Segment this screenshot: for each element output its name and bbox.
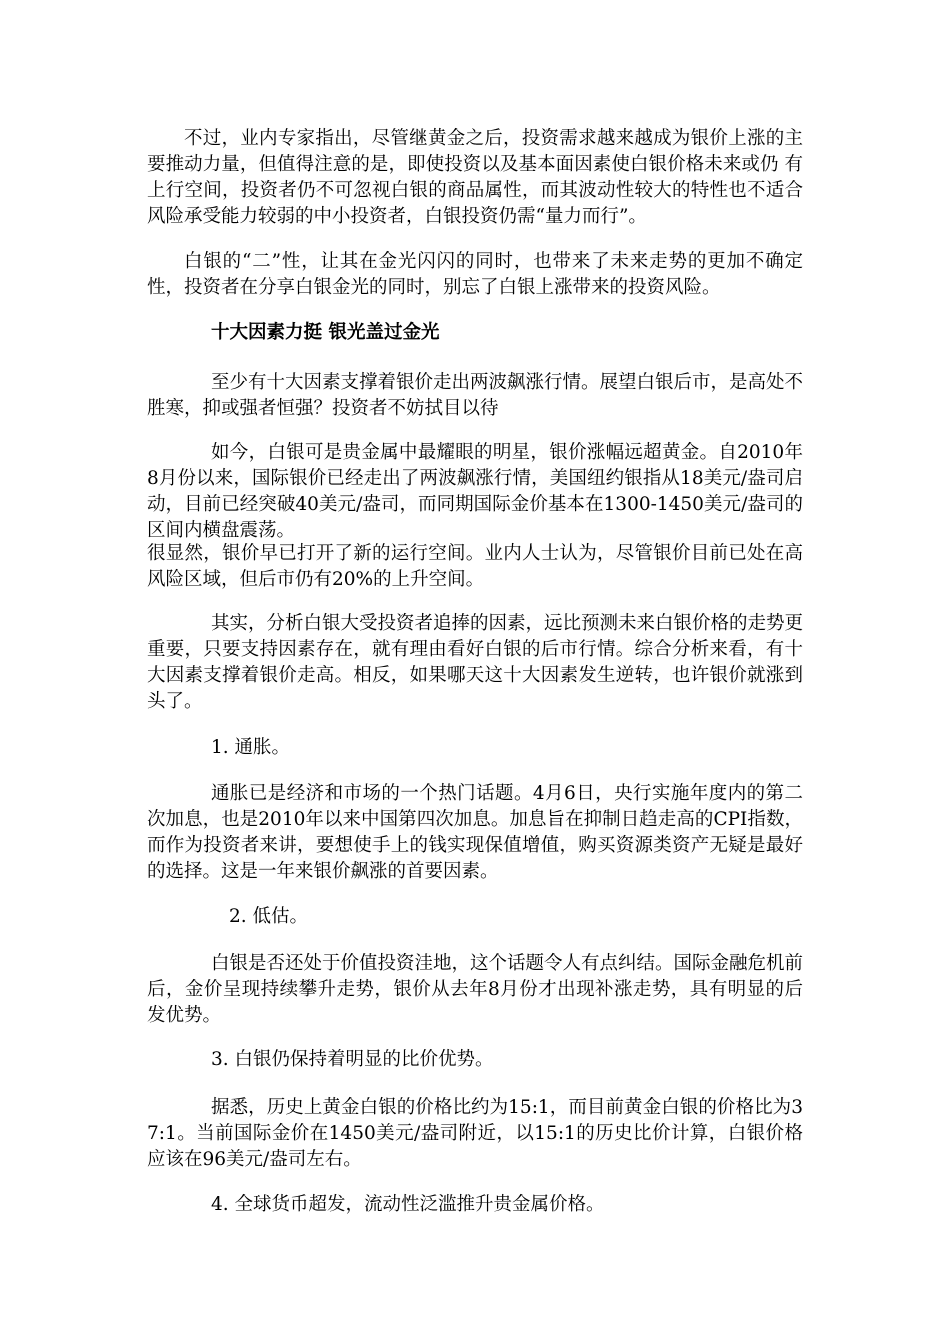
factor-text-2: 白银是否还处于价值投资洼地，这个话题令人有点纠结。国际金融危机前后，金价呈现持续攀升走势，银价从去年8月份才出现补涨走势，具有明显的后发优势。 xyxy=(147,953,804,1026)
factor-text-3: 据悉，历史上黄金白银的价格比约为15:1，而目前黄金白银的价格比为37:1。当前国际金价在1450美元/盎司附近，以15:1的历史比价计算，白银价格应该在96美元/盎司左右。 xyxy=(147,1097,803,1170)
paragraph-analysis: 其实，分析白银大受投资者追捧的因素，远比预测未来白银价格的走势更重要，只要支持因素存在，就有理由看好白银的后市行情。综合分析来看，有十大因素支撑着银价走高。相反，如果哪天这十大因素发生逆转，也许银价就涨到头了。 xyxy=(147,613,804,712)
factor-heading-1: 1. 通胀。 xyxy=(211,737,291,758)
factor-heading-3: 3. 白银仍保持着明显的比价优势。 xyxy=(211,1049,494,1070)
paragraph-silver-star: 如今，白银可是贵金属中最耀眼的明星，银价涨幅远超黄金。自2010年8月份以来，国际银价已经走出了两波飙涨行情，美国纽约银指从18美元/盎司启动，目前已经突破40美元/盎司，而同期国际金价基本在1300-1450美元/盎司的区间内横盘震荡。 xyxy=(147,442,803,541)
factor-heading-4: 4. 全球货币超发，流动性泛滥推升贵金属价格。 xyxy=(211,1194,605,1215)
section-title: 十大因素力挺 银光盖过金光 xyxy=(211,322,440,343)
paragraph-intro: 至少有十大因素支撑着银价走出两波飙涨行情。展望白银后市，是高处不胜寒，抑或强者恒强？投资者不妨拭目以待 xyxy=(147,372,804,419)
factor-text-1: 通胀已是经济和市场的一个热门话题。4月6日，央行实施年度内的第二次加息，也是2010年以来中国第四次加息。加息旨在抑制日趋走高的CPI指数，而作为投资者来讲，要想使手上的钱实现保值增值，购买资源类资产无疑是最好的选择。这是一年来银价飙涨的首要因素。 xyxy=(147,783,803,882)
factor-heading-2: 2. 低估。 xyxy=(229,906,309,927)
paragraph-new-space: 很显然，银价早已打开了新的运行空间。业内人士认为，尽管银价目前已处在高风险区域，但后市仍有20%的上升空间。 xyxy=(147,543,803,590)
paragraph-silver-duality: 白银的“二”性，让其在金光闪闪的同时，也带来了未来走势的更加不确定性，投资者在分享白银金光的同时，别忘了白银上涨带来的投资风险。 xyxy=(147,251,803,298)
paragraph-expert-opinion: 不过，业内专家指出，尽管继黄金之后，投资需求越来越成为银价上涨的主要推动力量，但值得注意的是，即使投资以及基本面因素使白银价格未来或仍 有上行空间，投资者仍不可忽视白银的商品属性，而其波动性较大的特性也不适合风险承受能力较弱的中小投资者，白银投资仍需“量力而行”。 xyxy=(147,128,803,227)
